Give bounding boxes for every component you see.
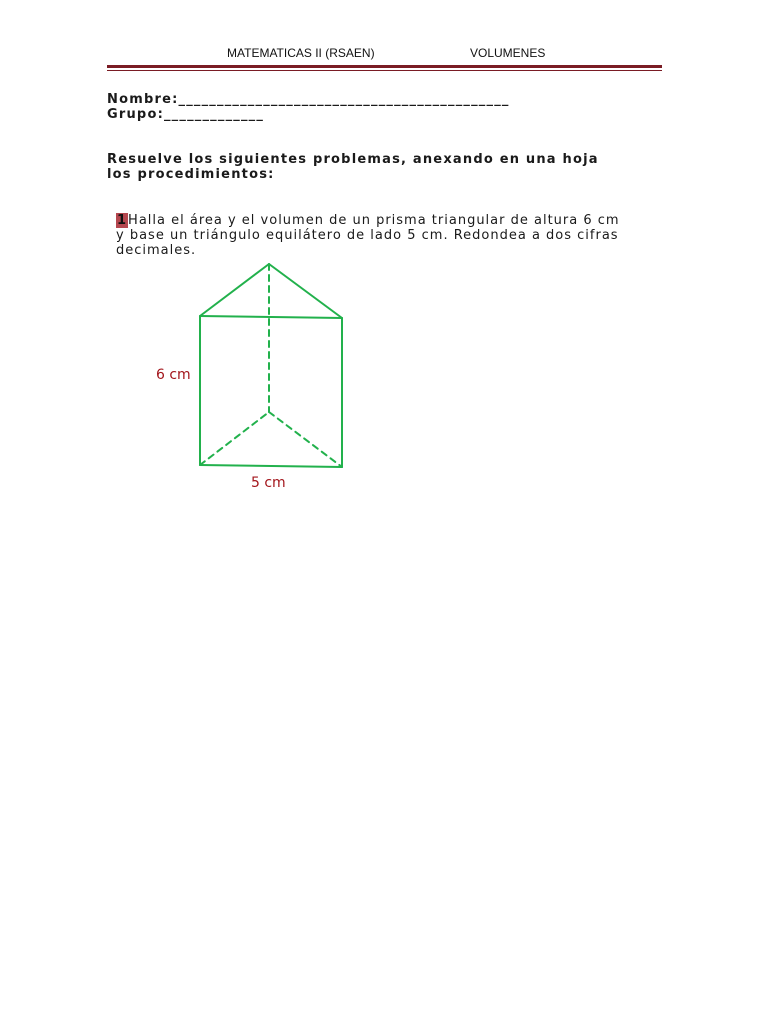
top-edge-front (200, 316, 342, 318)
problem-text: Halla el área y el volumen de un prisma triangular de altura 6 cm y base un triángulo equilátero de lado 5 cm. Redondea a dos cifras decimales. (116, 213, 620, 258)
height-label: 6 cm (156, 367, 191, 383)
instructions-text: Resuelve los siguientes problemas, anexando en una hoja los procedimientos: (107, 152, 599, 182)
top-edge-right (269, 264, 342, 318)
page-header (0, 46, 768, 64)
group-field: Grupo:_____________ (107, 107, 265, 122)
hidden-bottom-edge-left (200, 412, 269, 465)
top-edge-left (200, 264, 269, 316)
header-divider-thin (107, 70, 662, 71)
problem-number-badge: 1 (117, 213, 128, 228)
header-topic-title: VOLUMENES (470, 46, 546, 60)
hidden-bottom-edge-right (269, 412, 342, 467)
header-course-title: MATEMATICAS II (RSAEN) (227, 46, 375, 60)
bottom-edge-front (200, 465, 342, 467)
header-divider-thick (107, 65, 662, 68)
name-field: Nombre:___________________________________________ (107, 92, 510, 107)
triangular-prism-figure (140, 250, 370, 500)
base-label: 5 cm (251, 475, 286, 491)
